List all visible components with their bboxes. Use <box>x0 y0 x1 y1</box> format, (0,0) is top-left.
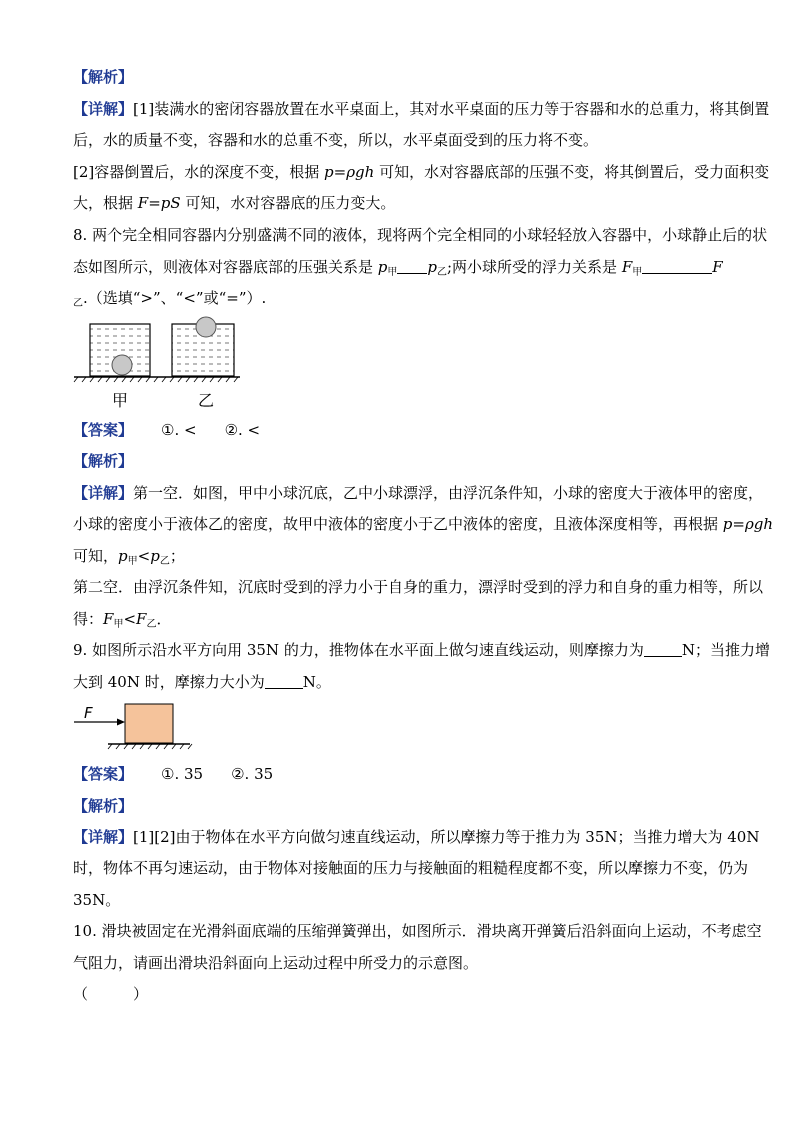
force-label: F <box>84 704 93 722</box>
q10-answer-blank[interactable]: （ ） <box>73 985 149 1003</box>
force-arrow-icon <box>117 719 125 726</box>
q9-blank-2[interactable] <box>265 674 303 689</box>
q10-text-2: 气阻力，请画出滑块沿斜面向上运动过程中所受力的示意图。 <box>73 954 479 972</box>
fig-label-yi: 乙 <box>198 391 215 410</box>
q8-detail-3: 可知，$p_甲<p_乙$； <box>73 547 185 567</box>
pushed-block <box>125 704 173 743</box>
q9-jiexi-heading: 【解析】 <box>73 797 134 815</box>
q8-detail-1: 【详解】第一空．如图，甲中小球沉底，乙中小球漂浮，由浮沉条件知，小球的密度大于液体甲的密度， <box>73 484 764 502</box>
q8-text-2: 态如图所示，则液体对容器底部的压强关系是 $p_甲$ $p_乙$;两小球所受的浮力关系是 $F_甲$ F <box>73 258 723 278</box>
ball-yi <box>196 317 216 337</box>
q9-text-2: 大到 40N 时，摩擦力大小为 N。 <box>73 673 331 691</box>
q9-detail-2: 时，物体不再匀速运动，由于物体对接触面的压力与接触面的粗糙程度都不变，所以摩擦力不变，仍为 <box>73 859 749 877</box>
q8-text-1: 8. 两个完全相同容器内分别盛满不同的液体，现将两个完全相同的小球轻轻放入容器中，小球静止后的状 <box>73 226 768 244</box>
q8-containers-figure <box>72 312 242 410</box>
ball-jia <box>112 355 132 375</box>
q9-detail-3: 35N。 <box>73 891 121 909</box>
q8-answer: 【答案】 ①. < ②. < <box>73 421 261 439</box>
jiexi-heading-1: 【解析】 <box>73 68 134 86</box>
q9-blank-1[interactable] <box>644 642 682 657</box>
q8-blank-2[interactable] <box>642 259 712 274</box>
detail-line-1: 【详解】[1]装满水的密闭容器放置在水平桌面上，其对水平桌面的压力等于容器和水的总重力，将其倒置 <box>73 100 770 118</box>
q8-detail-4: 第二空．由浮沉条件知，沉底时受到的浮力小于自身的重力，漂浮时受到的浮力和自身的重力相等，所以 <box>73 578 764 596</box>
fig-label-jia: 甲 <box>112 391 129 410</box>
detail-line-4: 大，根据 F=pS 可知，水对容器底的压力变大。 <box>73 194 396 212</box>
q8-text-3: $_乙$.（选填“>”、“<”或“=”）. <box>73 289 267 309</box>
detail-line-2: 后，水的质量不变，容器和水的总重不变，所以，水平桌面受到的压力将不变。 <box>73 131 599 149</box>
q9-push-figure <box>72 700 197 752</box>
q9-text-1: 9. 如图所示沿水平方向用 35N 的力，推物体在水平面上做匀速直线运动，则摩擦力为 N；当推力增 <box>73 641 770 659</box>
q9-answer: 【答案】 ①. 35 ②. 35 <box>73 765 274 783</box>
detail-line-3: [2]容器倒置后，水的深度不变，根据 p=ρgh 可知，水对容器底部的压强不变，将其倒置后，受力面积变 <box>73 163 770 181</box>
q8-jiexi-heading: 【解析】 <box>73 452 134 470</box>
q8-detail-5: 得：$F_甲<F_乙$． <box>73 610 172 630</box>
q8-detail-2: 小球的密度小于液体乙的密度，故甲中液体的密度小于乙中液体的密度，且液体深度相等，再根据 p=ρgh <box>73 515 774 533</box>
q10-text-1: 10. 滑块被固定在光滑斜面底端的压缩弹簧弹出，如图所示．滑块离开弹簧后沿斜面向上运动，不考虑空 <box>73 922 762 940</box>
q9-detail-1: 【详解】[1][2]由于物体在水平方向做匀速直线运动，所以摩擦力等于推力为 35N；当推力增大为 40N <box>73 828 760 846</box>
q8-blank-1[interactable] <box>397 259 427 274</box>
